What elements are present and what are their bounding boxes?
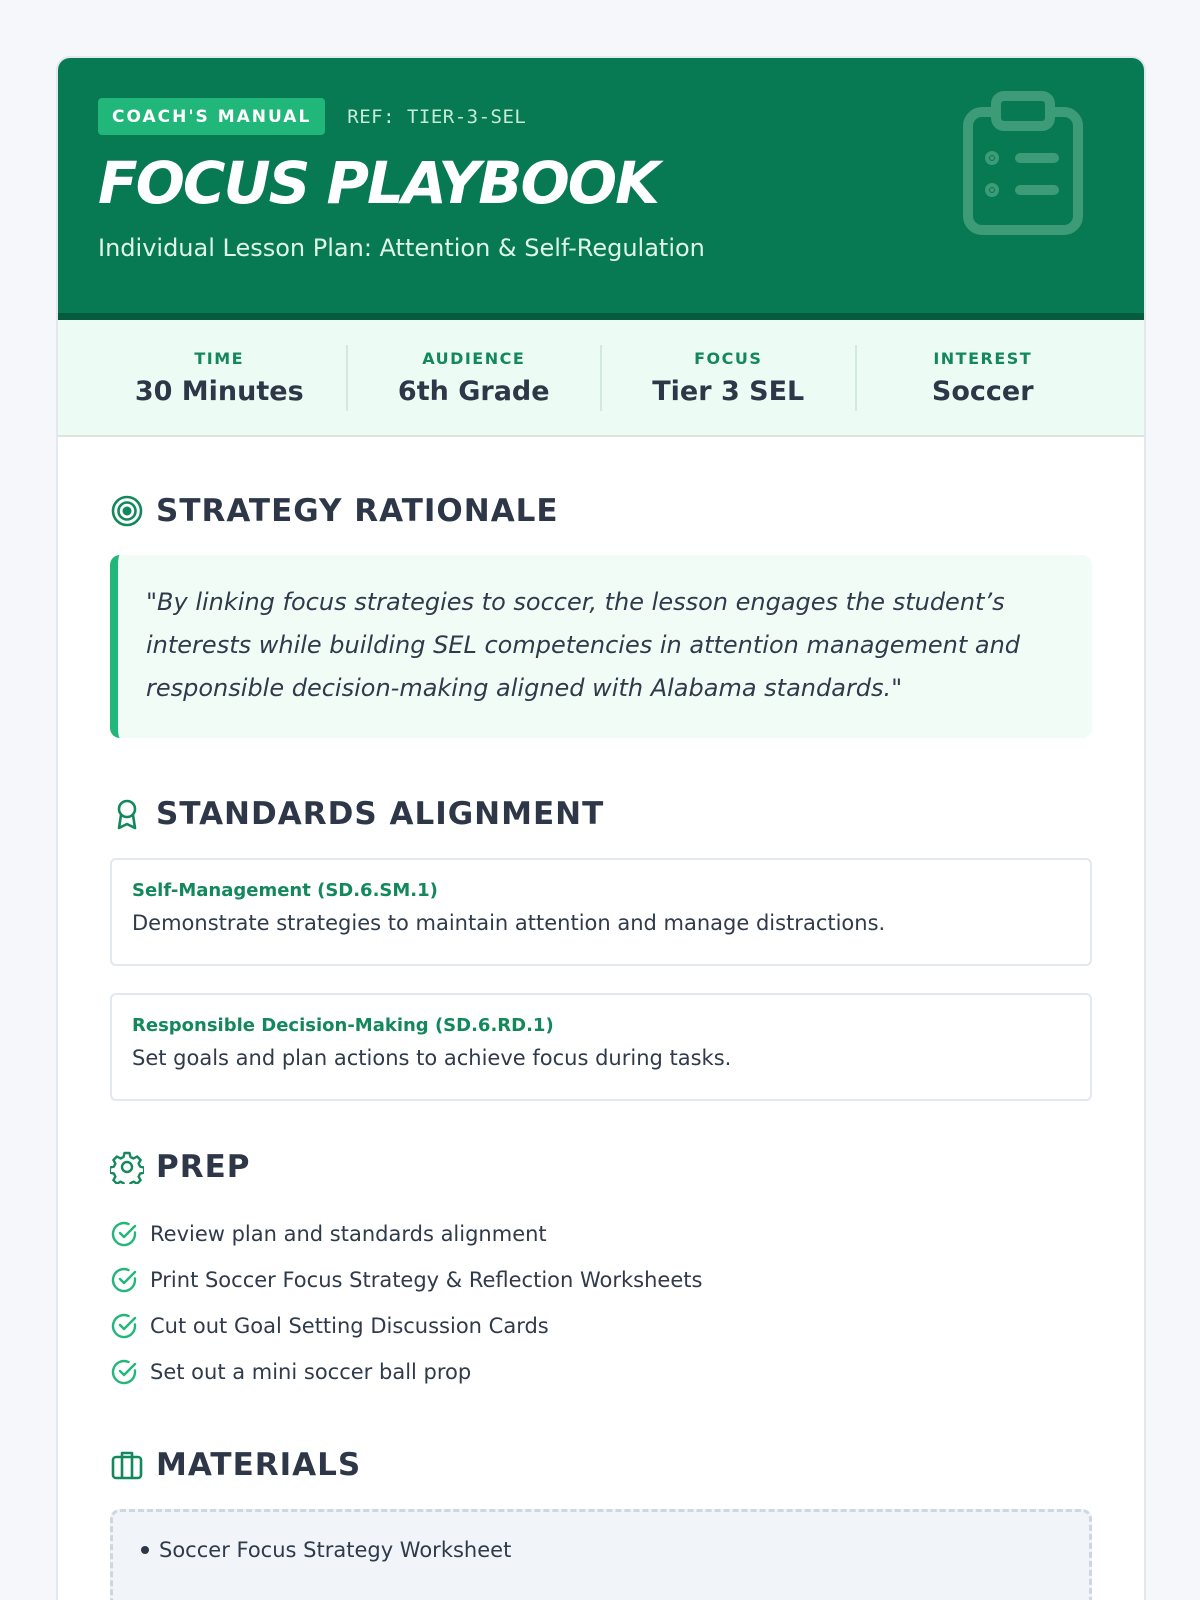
award-icon [110, 797, 144, 831]
rationale-quote: "By linking focus strategies to soccer, the lesson engages the student’s interests while building SEL competencies in attention management and responsible decision-making aligned with Alabama standards." [110, 555, 1092, 738]
section-title: STRATEGY RATIONALE [156, 493, 559, 529]
meta-time [93, 345, 348, 411]
material-item [141, 1538, 1061, 1562]
standards-list [110, 858, 1092, 1101]
check-circle-icon [110, 1312, 138, 1340]
bullet [141, 1546, 149, 1554]
prep-item [110, 1211, 1092, 1257]
clipboard-icon [958, 88, 1088, 238]
meta-value: 6th Grade [397, 375, 550, 407]
prep-item [110, 1303, 1092, 1349]
material-item-text: Soccer Focus Strategy Worksheet [159, 1538, 512, 1562]
standard-description: Set goals and plan actions to achieve focus during tasks. [132, 1046, 732, 1070]
manual-badge: COACH'S MANUAL [98, 98, 325, 135]
prep-item [110, 1349, 1092, 1395]
standard-card [110, 993, 1092, 1101]
meta-label: INTEREST [933, 348, 1033, 368]
content [58, 437, 1144, 1600]
meta-audience [348, 345, 603, 411]
standard-title: Self-Management (SD.6.SM.1) [132, 880, 438, 901]
reference-code: REF: TIER-3-SEL [347, 105, 527, 128]
lesson-plan-card [56, 56, 1146, 1600]
meta-label: AUDIENCE [422, 348, 526, 368]
standards-heading [110, 796, 1092, 832]
meta-value: Tier 3 SEL [652, 375, 805, 407]
meta-focus [602, 345, 857, 411]
page-subtitle: Individual Lesson Plan: Attention & Self-Regulation [98, 233, 705, 262]
check-circle-icon [110, 1266, 138, 1294]
section-title: STANDARDS ALIGNMENT [156, 796, 605, 832]
prep-item-text: Print Soccer Focus Strategy & Reflection Worksheets [150, 1268, 703, 1292]
meta-label: TIME [194, 348, 245, 368]
prep-item [110, 1257, 1092, 1303]
rationale-heading [110, 493, 1092, 529]
section-title: PREP [156, 1149, 251, 1185]
check-circle-icon [110, 1358, 138, 1386]
check-circle-icon [110, 1220, 138, 1248]
briefcase-icon [110, 1448, 144, 1482]
prep-item-text: Cut out Goal Setting Discussion Cards [150, 1314, 549, 1338]
standard-card [110, 858, 1092, 966]
target-icon [110, 494, 144, 528]
prep-list [110, 1211, 1092, 1395]
meta-value: Soccer [931, 375, 1034, 407]
meta-interest [857, 345, 1110, 411]
header-top [98, 98, 1104, 135]
header [58, 58, 1144, 320]
meta-value: 30 Minutes [134, 375, 304, 407]
gear-icon [110, 1150, 144, 1184]
standard-title: Responsible Decision-Making (SD.6.RD.1) [132, 1015, 554, 1036]
prep-item-text: Set out a mini soccer ball prop [150, 1360, 472, 1384]
section-title: MATERIALS [156, 1447, 362, 1483]
materials-heading [110, 1447, 1092, 1483]
meta-bar [58, 320, 1144, 437]
materials-list [110, 1509, 1092, 1600]
page-title: FOCUS PLAYBOOK [98, 149, 659, 217]
prep-heading [110, 1149, 1092, 1185]
prep-item-text: Review plan and standards alignment [150, 1222, 547, 1246]
standard-description: Demonstrate strategies to maintain attention and manage distractions. [132, 911, 886, 935]
meta-label: FOCUS [694, 348, 763, 368]
